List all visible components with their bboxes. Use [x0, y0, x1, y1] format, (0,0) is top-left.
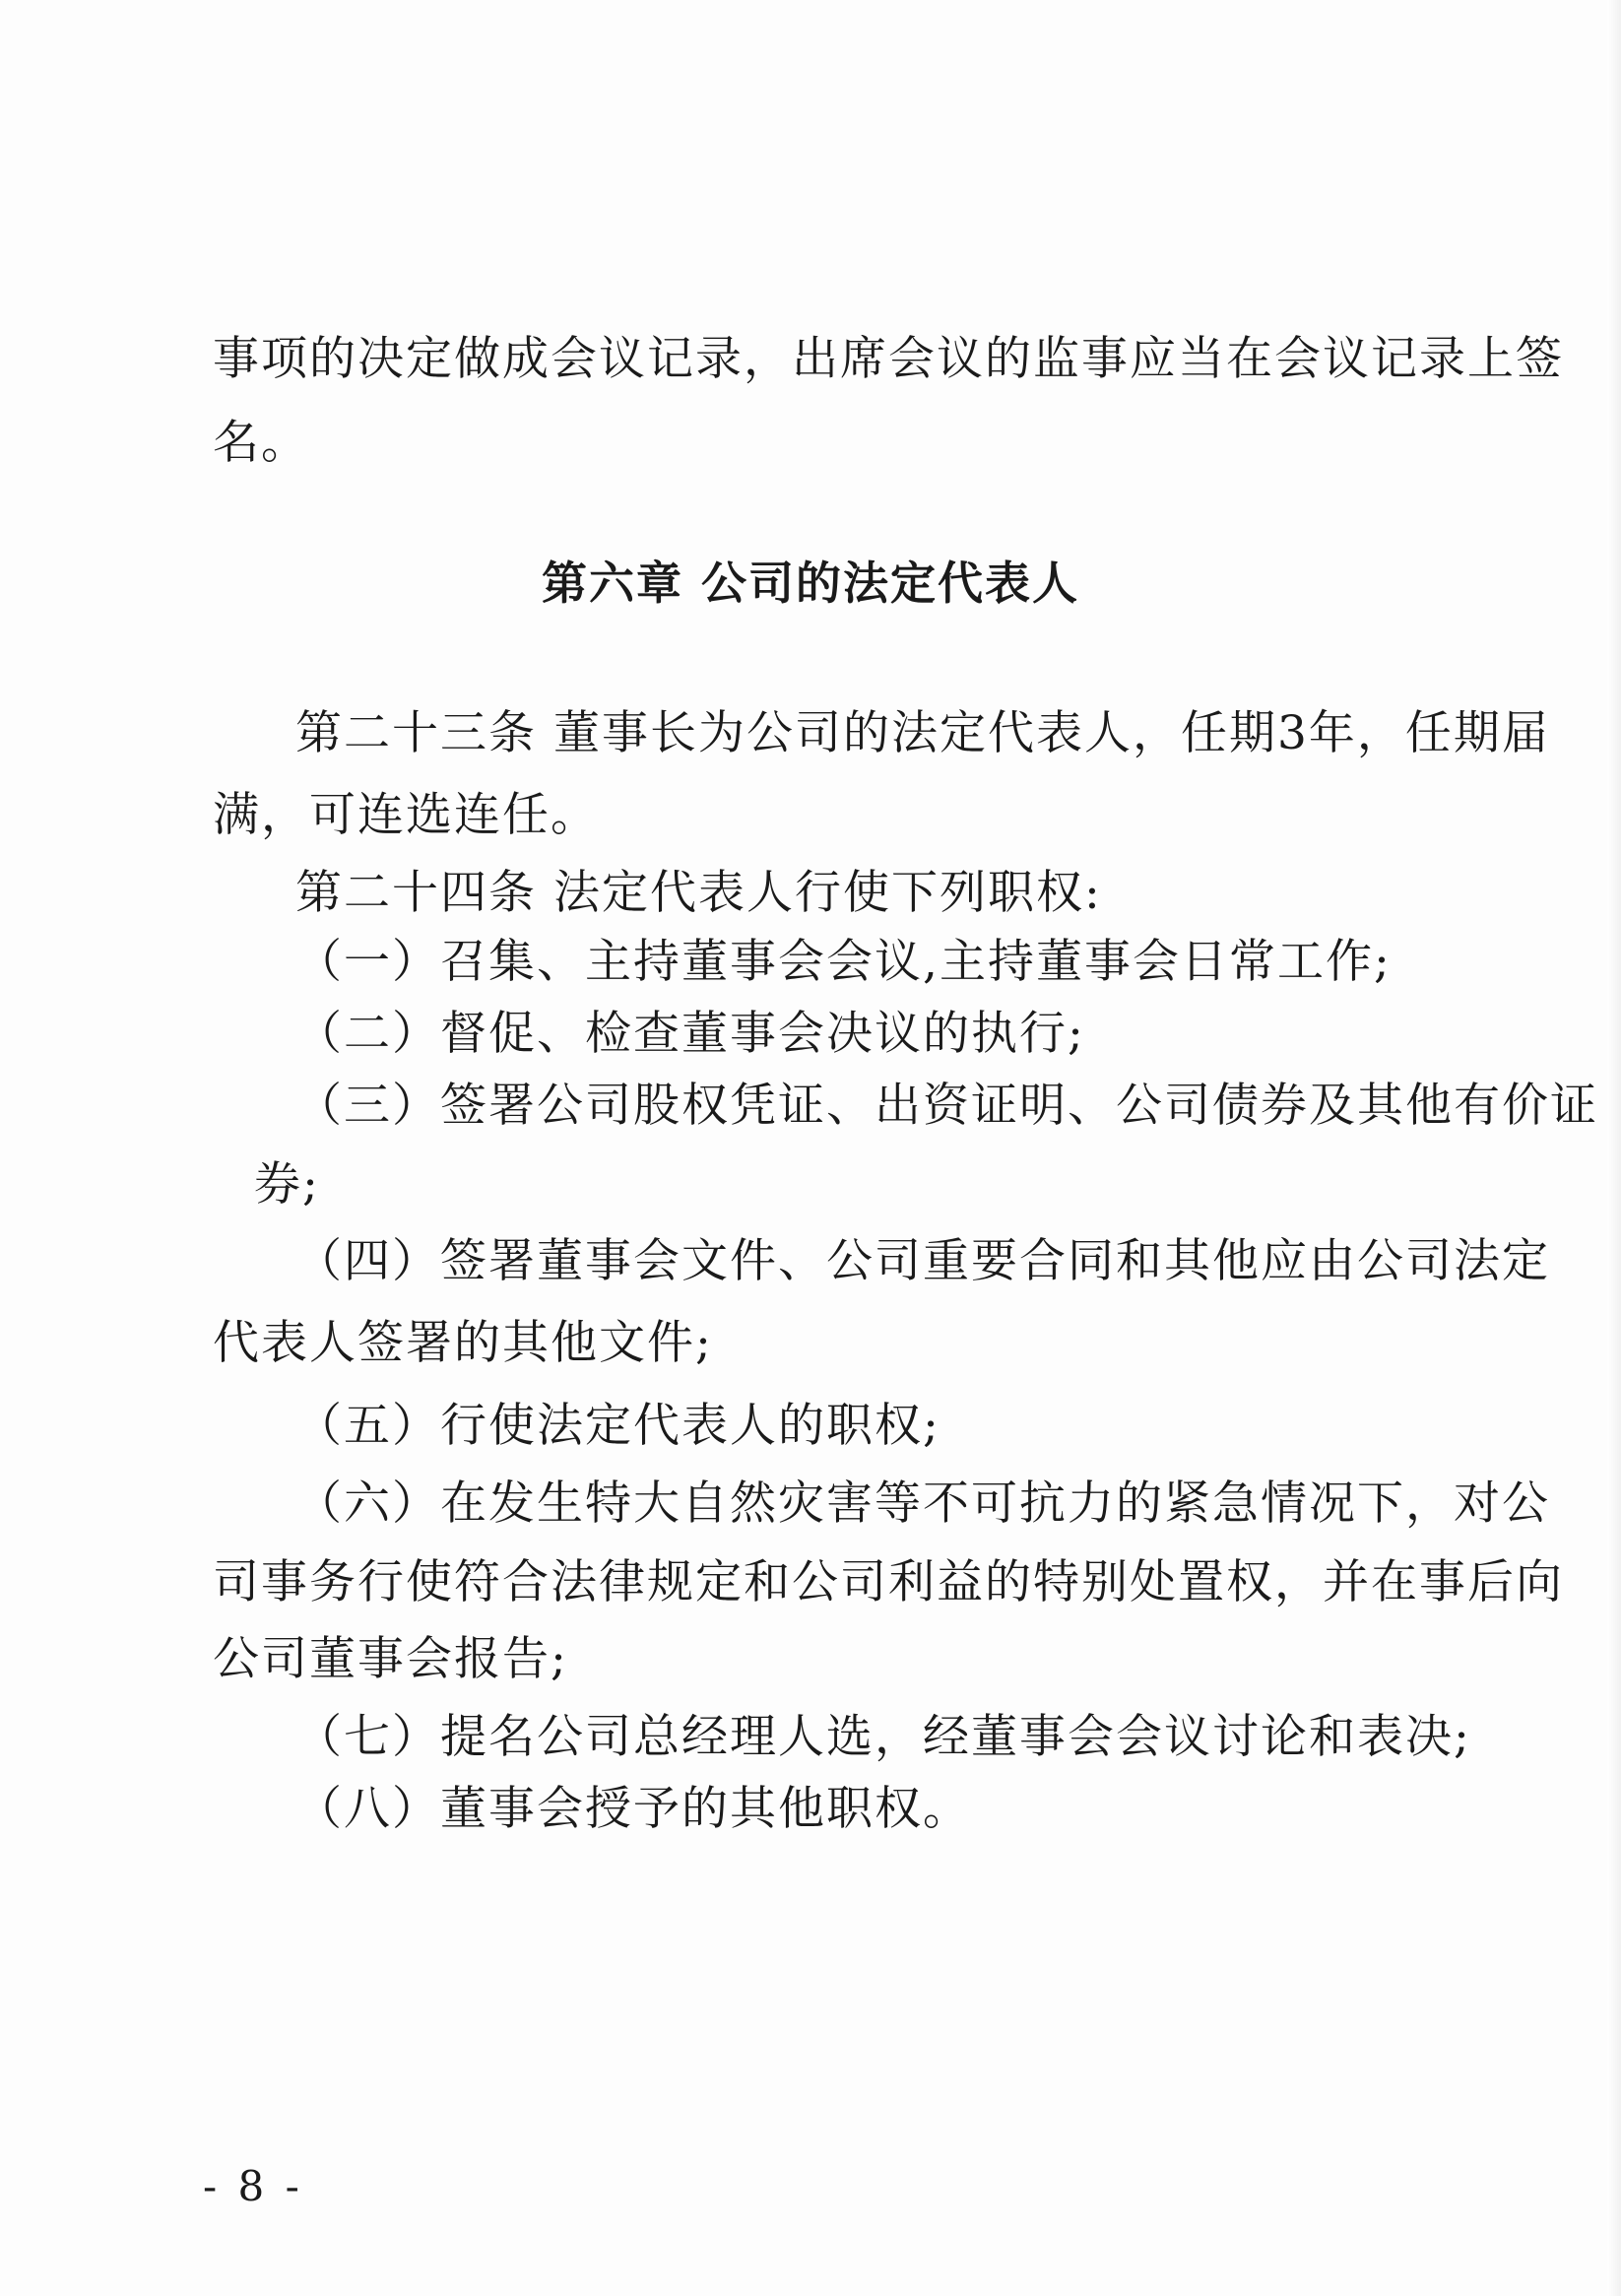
item-6-line-1: （六）在发生特大自然灾害等不可抗力的紧急情况下，对公 [295, 1476, 1550, 1531]
article-23-line-2: 满，可连选连任。 [213, 788, 599, 842]
article-24-intro: 第二十四条 法定代表人行使下列职权: [295, 866, 1102, 920]
item-1-line-1: （一）召集、主持董事会会议,主持董事会日常工作; [295, 935, 1392, 989]
item-4-line-1: （四）签署董事会文件、公司重要合同和其他应由公司法定 [295, 1234, 1550, 1288]
item-3-line-1: （三）签署公司股权凭证、出资证明、公司债券及其他有价证 [295, 1079, 1598, 1133]
item-7-line-1: （七）提名公司总经理人选，经董事会会议讨论和表决; [295, 1710, 1471, 1764]
page-number: - 8 - [203, 2162, 303, 2210]
item-4-line-2: 代表人签署的其他文件; [213, 1316, 713, 1370]
item-6-line-3: 公司董事会报告; [213, 1632, 568, 1686]
item-5-line-1: （五）行使法定代表人的职权; [295, 1399, 940, 1453]
continuation-line-2: 名。 [213, 416, 309, 470]
chapter-title: 第六章 公司的法定代表人 [541, 557, 1079, 610]
item-2-line-1: （二）督促、检查董事会决议的执行; [295, 1007, 1085, 1061]
item-6-line-2: 司事务行使符合法律规定和公司利益的特别处置权，并在事后向 [213, 1555, 1564, 1609]
continuation-line-1: 事项的决定做成会议记录，出席会议的监事应当在会议记录上签 [213, 332, 1564, 386]
scan-edge [1607, 0, 1621, 2296]
article-23-line-1: 第二十三条 董事长为公司的法定代表人，任期3年，任期届 [295, 706, 1550, 760]
item-8-line-1: （八）董事会授予的其他职权。 [295, 1782, 971, 1836]
item-3-line-2: 券; [254, 1157, 320, 1212]
